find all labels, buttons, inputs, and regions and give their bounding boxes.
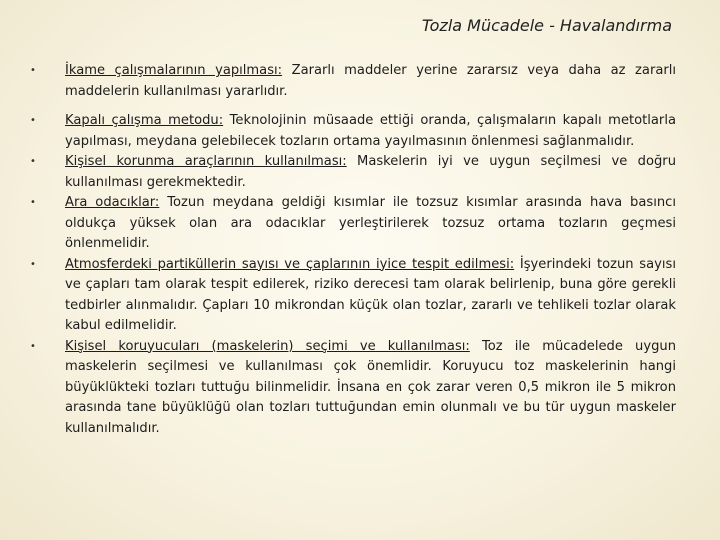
bullet-icon: • xyxy=(30,115,36,126)
list-item xyxy=(30,111,676,152)
bullet-list xyxy=(30,61,676,439)
item-content xyxy=(65,61,676,102)
item-heading: Atmosferdeki partiküllerin sayısı ve çaplarının iyice tespit edilmesi: xyxy=(65,256,515,272)
item-heading: Kapalı çalışma metodu: xyxy=(65,113,224,128)
list-item xyxy=(30,337,676,440)
item-text: Toz ile mücadelede uygun maskelerin seçilmesi ve kullanılması çok önemlidir. Koruyucu toz maskelerinin hangi büyüklükteki tozları tuttuğu bilinmelidir. İnsana en çok zarar veren 0,5 mikron ile 5 mikron arasında tane büyüklüğü olan tozları tuttuğundan emin olunmalı ve bu tür uygun maskeler kullanılmalıdır. xyxy=(65,338,677,436)
list-item xyxy=(30,152,676,193)
list-item xyxy=(30,193,676,255)
item-heading: Kişisel korunma araçlarının kullanılması: xyxy=(65,154,347,169)
slide-title: Tozla Mücadele - Havalandırma xyxy=(421,16,672,35)
item-text: Zararlı maddeler yerine zararsız veya daha az zararlı maddelerin kullanılması yararlıdır. xyxy=(65,63,677,99)
bullet-icon: • xyxy=(30,197,36,208)
item-text: İşyerindeki tozun sayısı ve çapları tam olarak tespit edilerek, riziko derecesi tam olarak belirlenip, buna göre gerekli tedbirler alınmalıdır. Çapları 10 mikrondan küçük olan tozlar, zararlı ve tehlikeli tozlar olarak kabul edilmelidir. xyxy=(65,256,676,333)
item-content xyxy=(65,193,676,255)
item-heading: Ara odacıklar: xyxy=(65,195,160,210)
bullet-icon: • xyxy=(30,340,36,352)
item-content xyxy=(65,152,676,193)
item-text: Teknolojinin müsaade ettiği oranda, çalışmaların kapalı metotlarla yapılması, meydana gelebilecek tozların ortama yayılmasının önlenmesi sağlanmalıdır. xyxy=(65,113,676,149)
list-item xyxy=(30,61,676,102)
item-content xyxy=(65,337,676,440)
item-text: Maskelerin iyi ve uygun seçilmesi ve doğru kullanılması gerekmektedir. xyxy=(65,154,676,190)
item-heading: Kişisel koruyucuları (maskelerin) seçimi ve kullanılması: xyxy=(65,338,470,354)
list-item xyxy=(30,255,676,337)
item-heading: İkame çalışmalarının yapılması: xyxy=(65,63,283,78)
bullet-icon: • xyxy=(30,65,36,76)
bullet-icon: • xyxy=(30,258,36,270)
item-content xyxy=(65,255,676,337)
item-text: Tozun meydana geldiği kısımlar ile tozsuz kısımlar arasında hava basıncı oldukça yüksek olan ara odacıklar yerleştirilerek tozsuz ortama tozların geçmesi önlenmelidir. xyxy=(65,195,676,251)
item-content xyxy=(65,111,676,152)
bullet-icon: • xyxy=(30,156,36,167)
